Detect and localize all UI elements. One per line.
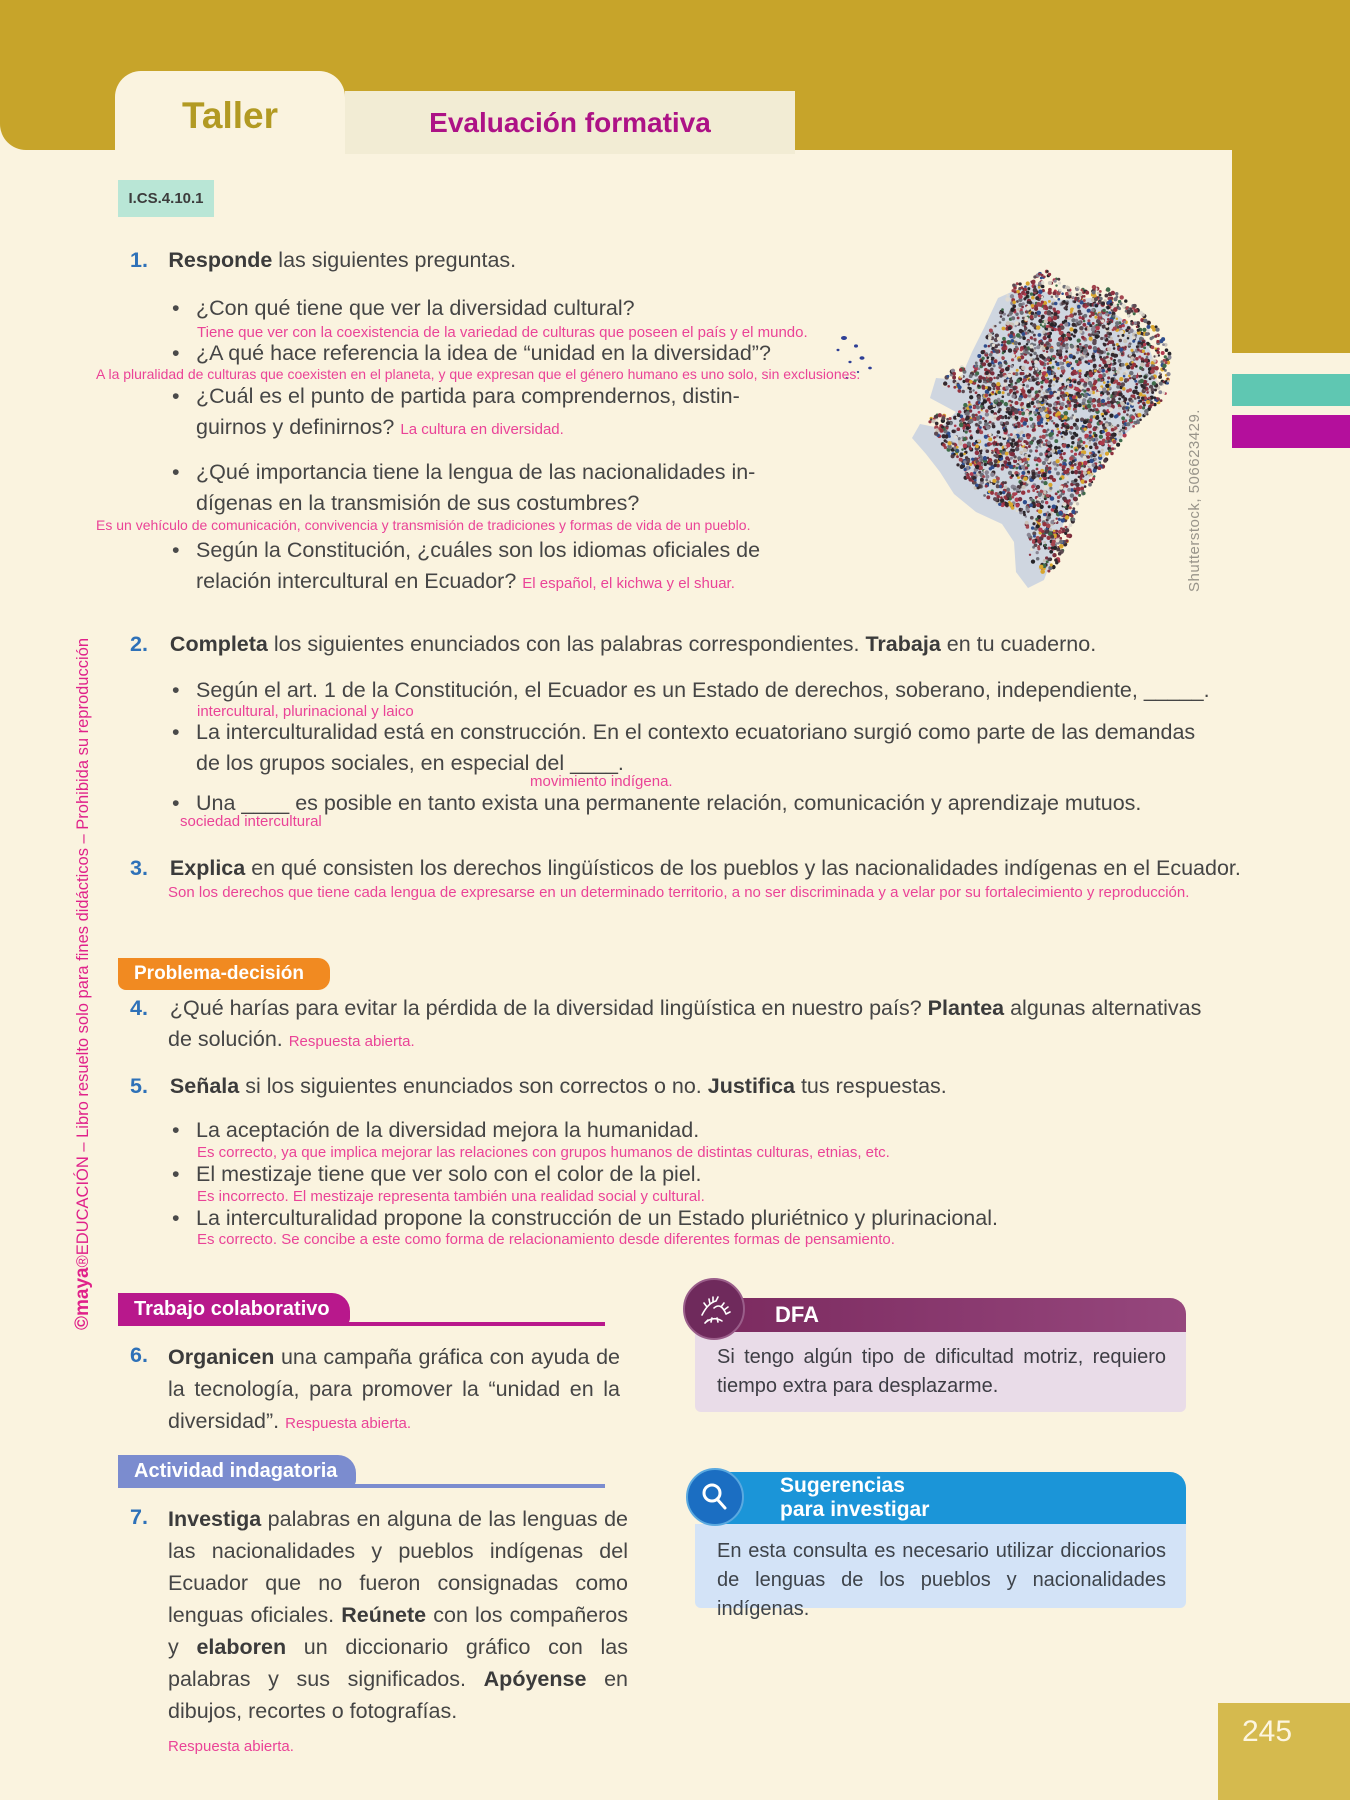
curriculum-code-badge: I.CS.4.10.1 <box>118 180 214 217</box>
q6-text-rest: una campaña gráfica con ayuda de la tecnología, para promover la “unidad en la diversidad”. <box>168 1345 620 1433</box>
section-title: Evaluación formativa <box>429 106 711 138</box>
bullet-dot: • <box>172 460 180 484</box>
q1-bullet-1 <box>172 296 635 321</box>
q4-answer: Respuesta abierta. <box>288 1033 415 1050</box>
search-icon <box>698 1480 732 1514</box>
q1-bullet-3-text: guirnos y definirnos? <box>196 415 401 439</box>
publisher-logo: ©maya <box>72 1267 93 1330</box>
q1-answer-3: La cultura en diversidad. <box>400 421 564 438</box>
q3-answer: Son los derechos que tiene cada lengua de expresarse en un determinado territorio, a no ser discriminada y a velar por su fortalecimiento y reproducción. <box>168 884 1190 901</box>
q6-text-bold: Organicen <box>168 1345 275 1369</box>
bullet-dot: • <box>172 1118 180 1142</box>
sugerencias-body: En esta consulta es necesario utilizar diccionarios de lenguas de los pueblos y nacionalidades indígenas. <box>695 1524 1186 1608</box>
q2-bullet-1-text: Según el art. 1 de la Constitución, el Ecuador es un Estado de derechos, soberano, independiente, _____. <box>196 678 1210 702</box>
q4-number: 4. <box>130 996 148 1020</box>
q4-text-1: ¿Qué harías para evitar la pérdida de la diversidad lingüística en nuestro país? <box>169 996 928 1020</box>
q4-line2-text: de solución. <box>168 1027 289 1051</box>
q7-bold-investiga: Investiga <box>168 1507 262 1531</box>
q1-bullet-4-line2: dígenas en la transmisión de sus costumbres? <box>196 491 640 515</box>
q1-bullet-5-line2 <box>196 569 735 594</box>
q1-bullet-5-line1: Según la Constitución, ¿cuáles son los idiomas oficiales de <box>196 538 761 562</box>
right-magenta-bar <box>1232 415 1350 448</box>
page-number: 245 <box>1242 1715 1293 1748</box>
q1-lead <box>130 248 516 273</box>
q1-bullet-2 <box>172 341 771 366</box>
q7-bold-reunete: Reúnete <box>341 1603 427 1627</box>
q5-lead-mid: si los siguientes enunciados son correctos o no. <box>239 1074 708 1098</box>
sugerencias-header <box>710 1472 1186 1524</box>
tab-title: Taller <box>182 95 278 136</box>
q1-answer-4: Es un vehículo de comunicación, convivencia y transmisión de tradiciones y formas de vida de un pueblo. <box>96 517 751 533</box>
q5-bullet-1 <box>172 1118 699 1143</box>
badge-problema-decision: Problema-decisión <box>118 958 330 990</box>
q5-answer-1: Es correcto, ya que implica mejorar las relaciones con grupos humanos de distintas culturas, etnias, etc. <box>197 1144 890 1161</box>
taller-tab <box>115 71 345 161</box>
bullet-dot: • <box>172 720 180 744</box>
q5-bullet-1-text: La aceptación de la diversidad mejora la humanidad. <box>196 1118 700 1142</box>
q1-answer-1: Tiene que ver con la coexistencia de la variedad de culturas que poseen el país y el mundo. <box>197 324 808 341</box>
q2-lead-rest: en tu cuaderno. <box>940 632 1097 656</box>
q1-answer-2: A la pluralidad de culturas que coexisten en el planeta, y que expresan que el género humano es uno solo, sin exclusiones. <box>96 366 861 382</box>
q1-bullet-2-text: ¿A qué hace referencia la idea de “unidad en la diversidad”? <box>196 341 771 365</box>
q6-number: 6. <box>130 1343 148 1367</box>
q3-number: 3. <box>130 856 148 880</box>
page-number-block <box>1218 1703 1350 1800</box>
q2-answer-1: intercultural, plurinacional y laico <box>197 703 414 720</box>
right-teal-bar <box>1232 374 1350 406</box>
q5-answer-2: Es incorrecto. El mestizaje representa también una realidad social y cultural. <box>197 1188 705 1205</box>
dfa-body: Si tengo algún tipo de dificultad motriz, requiero tiempo extra para desplazarme. <box>695 1332 1186 1412</box>
q5-bullet-2 <box>172 1162 702 1187</box>
q7-bold-elaboren: elaboren <box>196 1635 287 1659</box>
q6-answer: Respuesta abierta. <box>285 1415 412 1432</box>
q5-answer-3: Es correcto. Se concibe a este como forma de relacionamiento desde diferentes formas de pensamiento. <box>197 1231 895 1248</box>
ecuador-crowd-map-image <box>800 238 1200 598</box>
bullet-dot: • <box>172 341 180 365</box>
q1-answer-5: El español, el kichwa y el shuar. <box>522 575 735 592</box>
q2-bullet-2-line1: La interculturalidad está en construcción. En el contexto ecuatoriano surgió como parte de las demandas <box>196 720 1196 744</box>
q3-lead-rest: en qué consisten los derechos lingüísticos de los pueblos y las nacionalidades indígenas en el Ecuador. <box>245 856 1241 880</box>
q1-bullet-5 <box>172 538 760 563</box>
q5-lead-bold: Señala <box>169 1074 240 1098</box>
q7-answer: Respuesta abierta. <box>168 1738 294 1755</box>
q2-bullet-3-text: Una ____ es posible en tanto exista una permanente relación, comunicación y aprendizaje mutuos. <box>196 791 1142 815</box>
q7-seg2: palabras en alguna de las lenguas de las nacionalidades y pueblos indígenas del Ecuador que no fueron consignadas como lenguas oficiales. <box>168 1507 628 1627</box>
bullet-dot: • <box>172 791 180 815</box>
publisher-watermark <box>72 638 94 1330</box>
q3-lead <box>130 856 1241 881</box>
q2-answer-2: movimiento indígena. <box>530 773 673 790</box>
bullet-dot: • <box>172 1162 180 1186</box>
q1-lead-rest: las siguientes preguntas. <box>272 248 517 272</box>
q4-line2 <box>168 1027 415 1052</box>
q2-lead-mid: los siguientes enunciados con las palabras correspondientes. <box>267 632 866 656</box>
q2-answer-3: sociedad intercultural <box>180 813 322 830</box>
q5-bullet-3-text: La interculturalidad propone la construcción de un Estado pluriétnico y plurinacional. <box>196 1206 998 1230</box>
q1-lead-bold: Responde <box>168 248 273 272</box>
sugerencias-title-line1: Sugerencias <box>780 1474 905 1497</box>
bullet-dot: • <box>172 538 180 562</box>
sugerencias-badge-circle <box>686 1468 744 1526</box>
q1-bullet-3 <box>172 384 740 409</box>
right-gold-block <box>1232 0 1350 353</box>
dfa-title: DFA <box>775 1302 819 1327</box>
badge-trabajo-colaborativo: Trabajo colaborativo <box>118 1293 350 1326</box>
q7-bold-apoyense: Apóyense <box>483 1667 587 1691</box>
section-title-band <box>345 91 795 154</box>
q2-bullet-2 <box>172 720 1195 745</box>
image-credit: Shutterstock, 506623429. <box>1186 409 1203 592</box>
q4-line1 <box>130 996 1201 1021</box>
sugerencias-title-line2: para investigar <box>780 1498 930 1521</box>
q5-lead-bold2: Justifica <box>707 1074 795 1098</box>
q2-number: 2. <box>130 632 148 656</box>
q7-seg6: un diccionario gráfico con las palabras y sus significados. <box>168 1635 628 1691</box>
bullet-dot: • <box>172 678 180 702</box>
q6-text <box>168 1341 620 1440</box>
bullet-dot: • <box>172 1206 180 1230</box>
q1-bullet-3-line1: ¿Cuál es el punto de partida para comprendernos, distin- <box>196 384 740 408</box>
q4-text-bold: Plantea <box>927 996 1005 1020</box>
hands-icon <box>694 1289 734 1329</box>
q5-bullet-2-text: El mestizaje tiene que ver solo con el color de la piel. <box>196 1162 702 1186</box>
q2-bullet-1 <box>172 678 1210 703</box>
q5-number: 5. <box>130 1074 148 1098</box>
q4-text-2: algunas alternativas <box>1004 996 1202 1020</box>
q5-bullet-3 <box>172 1206 998 1231</box>
q2-lead <box>130 632 1096 657</box>
q1-number: 1. <box>130 248 148 272</box>
q7-seg4: con los compañeros y <box>168 1603 628 1659</box>
q3-lead-bold: Explica <box>169 856 246 880</box>
q5-lead <box>130 1074 947 1099</box>
q1-bullet-1-text: ¿Con qué tiene que ver la diversidad cultural? <box>196 296 635 320</box>
dfa-header <box>725 1298 1186 1332</box>
publisher-org: ®EDUCACIÓN <box>74 1156 92 1268</box>
q2-lead-bold: Completa <box>169 632 268 656</box>
q1-bullet-5-text: relación intercultural en Ecuador? <box>196 569 523 593</box>
dfa-badge-circle <box>683 1278 745 1340</box>
bullet-dot: • <box>172 384 180 408</box>
badge-actividad-indagatoria: Actividad indagatoria <box>118 1455 356 1488</box>
q2-lead-bold2: Trabaja <box>865 632 941 656</box>
q7-number: 7. <box>130 1505 148 1529</box>
watermark-text: – Libro resuelto solo para fines didácticos – Prohibida su reproducción <box>74 637 92 1157</box>
bullet-dot: • <box>172 296 180 320</box>
q1-bullet-3-line2 <box>196 415 564 440</box>
q7-text <box>168 1503 628 1763</box>
q1-bullet-4-line1: ¿Qué importancia tiene la lengua de las nacionalidades in- <box>196 460 756 484</box>
q5-lead-rest: tus respuestas. <box>794 1074 947 1098</box>
q1-bullet-4 <box>172 460 755 485</box>
q2-bullet-2-line2: de los grupos sociales, en especial del ____. <box>196 751 624 775</box>
q7-seg8: en dibujos, recortes o fotografías. <box>168 1667 629 1723</box>
